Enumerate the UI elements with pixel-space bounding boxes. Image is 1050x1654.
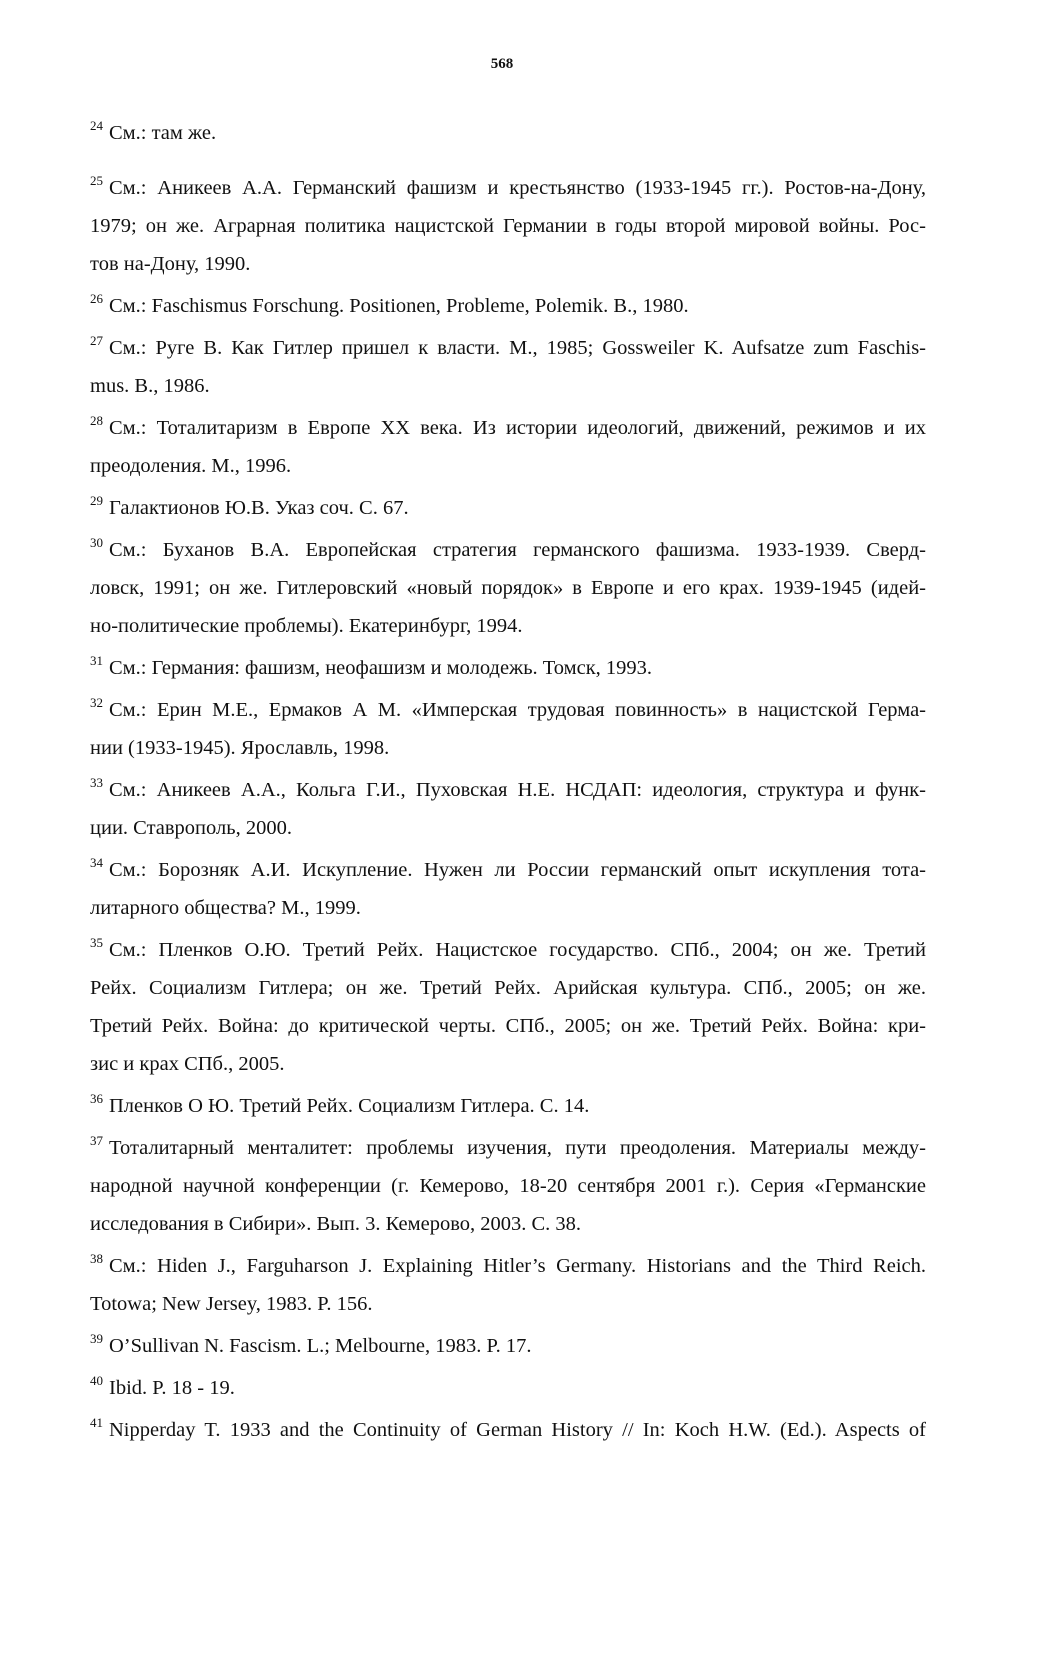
footnote-line — [90, 729, 926, 767]
footnote-line — [90, 771, 926, 809]
footnote-text: литарного общества? М., 1999. — [90, 897, 361, 919]
footnote-line — [90, 169, 926, 207]
footnote-text: 1979; он же. Аграрная политика нацистской Германии в годы второй мировой войны. Рос- — [90, 215, 926, 237]
footnote-line — [90, 1369, 926, 1407]
footnote — [90, 931, 926, 1083]
footnote — [90, 649, 926, 687]
footnote — [90, 169, 926, 283]
footnote-text: исследования в Сибири». Вып. 3. Кемерово, 2003. С. 38. — [90, 1213, 582, 1235]
footnote-line — [90, 245, 926, 283]
footnote-line — [90, 889, 926, 927]
footnote-number: 25 — [90, 173, 103, 188]
footnote-line — [90, 489, 926, 527]
footnote-line — [90, 1045, 926, 1083]
footnote-text: См.: там же. — [109, 122, 217, 144]
footnote-text: но-политические проблемы). Екатеринбург, 1994. — [90, 615, 523, 637]
footnote-text: См.: Буханов В.А. Европейская стратегия германского фашизма. 1933-1939. Сверд- — [109, 539, 926, 561]
footnote — [90, 1327, 926, 1365]
footnote-text: См.: Германия: фашизм, неофашизм и молодежь. Томск, 1993. — [109, 657, 653, 679]
footnote-line — [90, 114, 926, 152]
footnote-line — [90, 1247, 926, 1285]
footnote-text: Рейх. Социализм Гитлера; он же. Третий Рейх. Арийская культура. СПб., 2005; он же. — [90, 977, 926, 999]
page-number: 568 — [490, 56, 514, 72]
footnote-number: 30 — [90, 535, 103, 550]
footnote-number: 41 — [90, 1415, 103, 1430]
footnote-text: См.: Аникеев А.А. Германский фашизм и крестьянство (1933-1945 гг.). Ростов-на-Дону, — [109, 177, 926, 199]
footnote — [90, 409, 926, 485]
footnote-line — [90, 607, 926, 645]
footnote-text: См.: Аникеев А.А., Кольга Г.И., Пуховская Н.Е. НСДАП: идеология, структура и функ- — [109, 779, 926, 801]
footnote-line — [90, 1007, 926, 1045]
footnote-line — [90, 447, 926, 485]
footnote-number: 35 — [90, 935, 103, 950]
footnote-number: 40 — [90, 1373, 103, 1388]
footnote-text: Тоталитарный менталитет: проблемы изучения, пути преодоления. Материалы между- — [109, 1137, 926, 1159]
footnote-number: 28 — [90, 413, 103, 428]
footnote — [90, 1369, 926, 1407]
footnote-line — [90, 1411, 926, 1449]
footnote-text: Пленков О Ю. Третий Рейх. Социализм Гитлера. С. 14. — [109, 1095, 590, 1117]
footnote-number: 37 — [90, 1133, 103, 1148]
footnote-text: преодоления. М., 1996. — [90, 455, 292, 477]
footnote-number: 36 — [90, 1091, 103, 1106]
footnote-number: 33 — [90, 775, 103, 790]
footnote-text: зис и крах СПб., 2005. — [90, 1053, 285, 1075]
footnote-number: 29 — [90, 493, 103, 508]
footnote-line — [90, 207, 926, 245]
footnotes-list — [90, 114, 926, 1449]
footnote-text: Третий Рейх. Война: до критической черты. СПб., 2005; он же. Третий Рейх. Война: кри- — [90, 1015, 926, 1037]
footnote-line — [90, 931, 926, 969]
footnote-number: 38 — [90, 1251, 103, 1266]
footnote — [90, 329, 926, 405]
footnote-text: нии (1933-1945). Ярославль, 1998. — [90, 737, 390, 759]
footnote-line — [90, 329, 926, 367]
footnote-text: ловск, 1991; он же. Гитлеровский «новый порядок» в Европе и его крах. 1939-1945 (идей- — [90, 577, 926, 599]
footnote-line — [90, 969, 926, 1007]
footnote-number: 39 — [90, 1331, 103, 1346]
footnote — [90, 531, 926, 645]
footnote — [90, 691, 926, 767]
footnote-line — [90, 1285, 926, 1323]
footnote-line — [90, 1087, 926, 1125]
footnote-line — [90, 1167, 926, 1205]
footnote-line — [90, 649, 926, 687]
footnote-number: 31 — [90, 653, 103, 668]
footnote — [90, 114, 926, 152]
footnote-line — [90, 409, 926, 447]
footnote-number: 32 — [90, 695, 103, 710]
footnote-text: O’Sullivan N. Fascism. L.; Melbourne, 1983. P. 17. — [109, 1335, 532, 1357]
footnote — [90, 1087, 926, 1125]
footnote — [90, 1129, 926, 1243]
footnote-text: Totowa; New Jersey, 1983. P. 156. — [90, 1293, 373, 1315]
footnote — [90, 851, 926, 927]
footnote-line — [90, 569, 926, 607]
footnote-text: См.: Faschismus Forschung. Positionen, Probleme, Polemik. B., 1980. — [109, 295, 689, 317]
footnote-text: См.: Тоталитаризм в Европе XX века. Из истории идеологий, движений, режимов и их — [109, 417, 926, 439]
footnote-text: См.: Пленков О.Ю. Третий Рейх. Нацистское государство. СПб., 2004; он же. Третий — [109, 939, 926, 961]
footnote — [90, 1411, 926, 1449]
footnote-number: 26 — [90, 291, 103, 306]
footnote-line — [90, 367, 926, 405]
footnote-line — [90, 1327, 926, 1365]
footnote-line — [90, 287, 926, 325]
footnote-text: mus. B., 1986. — [90, 375, 210, 397]
footnote-text: См.: Руге В. Как Гитлер пришел к власти. М., 1985; Gossweiler K. Aufsatze zum Faschis- — [109, 337, 926, 359]
footnote-text: Nipperday T. 1933 and the Continuity of German History // In: Koch H.W. (Ed.). Aspects of — [109, 1419, 926, 1441]
footnote-text: тов на-Дону, 1990. — [90, 253, 251, 275]
footnote-text: народной научной конференции (г. Кемерово, 18-20 сентября 2001 г.). Серия «Германские — [90, 1175, 926, 1197]
footnote-line — [90, 1205, 926, 1243]
footnote-line — [90, 809, 926, 847]
footnote-text: См.: Hiden J., Farguharson J. Explaining Hitler’s Germany. Historians and the Third Reich. — [109, 1255, 926, 1277]
footnote — [90, 287, 926, 325]
footnote-line — [90, 531, 926, 569]
footnote-number: 24 — [90, 118, 103, 133]
footnote — [90, 1247, 926, 1323]
footnote-line — [90, 1129, 926, 1167]
footnote-number: 34 — [90, 855, 103, 870]
footnote-number: 27 — [90, 333, 103, 348]
footnote — [90, 489, 926, 527]
footnote-text: ции. Ставрополь, 2000. — [90, 817, 292, 839]
footnote-line — [90, 691, 926, 729]
footnote-line — [90, 851, 926, 889]
footnote — [90, 771, 926, 847]
footnote-text: Галактионов Ю.В. Указ соч. С. 67. — [109, 497, 409, 519]
footnote-text: См.: Борозняк А.И. Искупление. Нужен ли России германский опыт искупления тота- — [109, 859, 926, 881]
footnote-text: См.: Ерин М.Е., Ермаков А М. «Имперская трудовая повинность» в нацистской Герма- — [109, 699, 926, 721]
footnote-text: Ibid. P. 18 - 19. — [109, 1377, 235, 1399]
